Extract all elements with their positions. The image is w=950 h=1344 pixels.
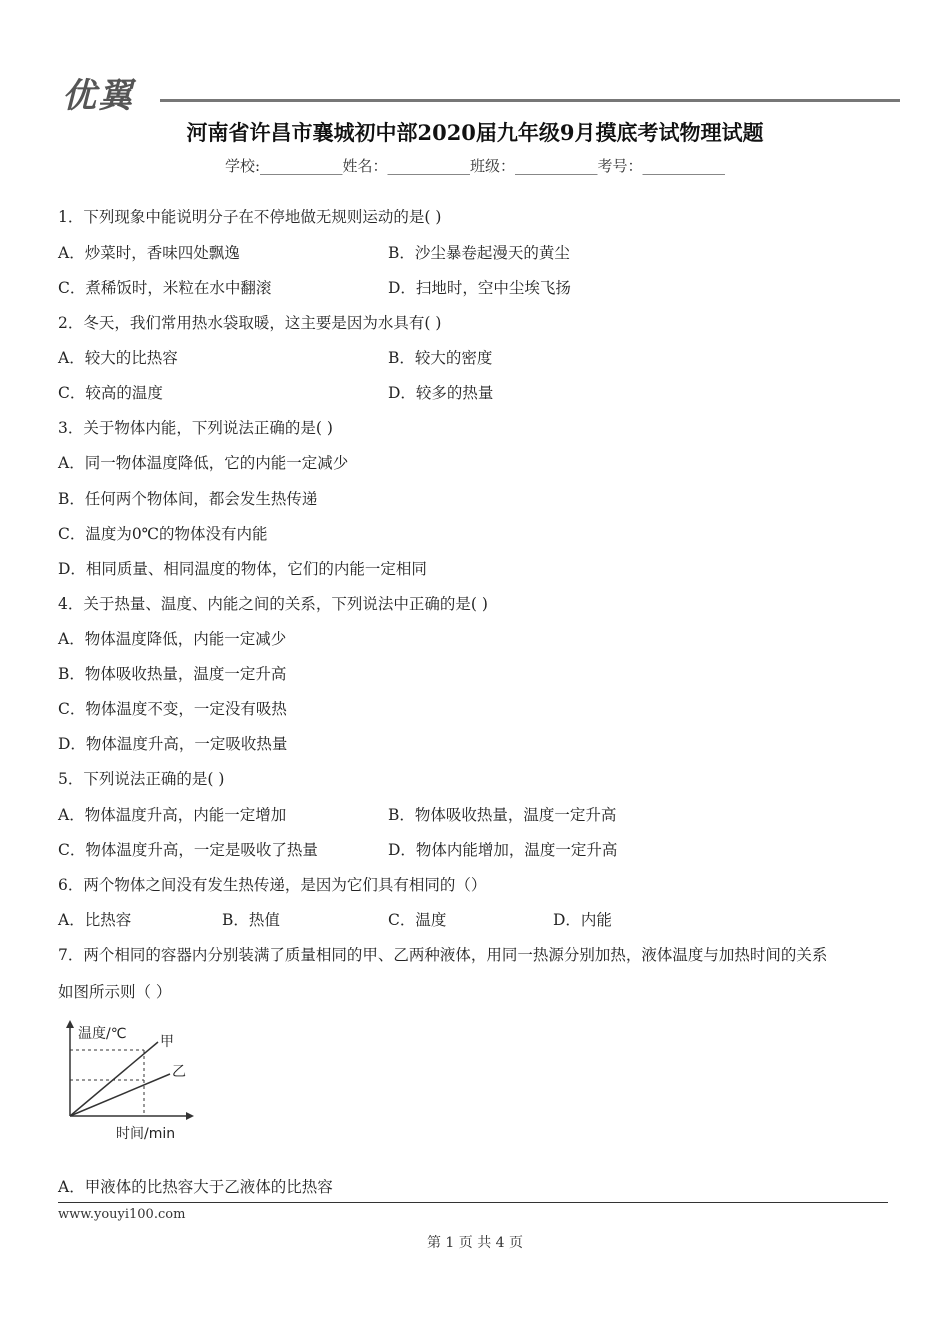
q5-option-a: A．物体温度升高，内能一定增加 [58,806,287,824]
q5-option-d: D．物体内能增加，温度一定升高 [388,841,618,859]
q6-option-c: C．温度 [388,911,447,929]
q3-option-a: A．同一物体温度降低，它的内能一定减少 [58,454,349,472]
q3-stem: 3．关于物体内能，下列说法正确的是( ) [58,419,333,437]
logo: 优翼 [62,76,134,116]
q3-option-b: B．任何两个物体间，都会发生热传递 [58,490,318,508]
q2-option-a: A．较大的比热容 [58,349,178,367]
q5-option-c: C．物体温度升高，一定是吸收了热量 [58,841,318,859]
x-axis-label: 时间/min [116,1126,176,1142]
q2-stem: 2．冬天，我们常用热水袋取暖，这主要是因为水具有( ) [58,314,442,332]
y-axis-label: 温度/℃ [78,1026,127,1042]
q4-option-b: B．物体吸收热量，温度一定升高 [58,665,287,683]
q5-stem: 5．下列说法正确的是( ) [58,770,225,788]
temperature-time-graph [58,1016,198,1146]
series-a-label: 甲 [160,1034,174,1050]
page-number: 第 1 页 共 4 页 [426,1235,524,1251]
x-axis-arrow [186,1112,194,1120]
student-info-line: 学校:___________姓名：___________班级：___________考号：___________ [224,157,726,175]
q4-option-a: A．物体温度降低，内能一定减少 [58,630,287,648]
q7-option-a: A．甲液体的比热容大于乙液体的比热容 [58,1178,333,1196]
q4-option-c: C．物体温度不变，一定没有吸热 [58,700,287,718]
q1-option-d: D．扫地时，空中尘埃飞扬 [388,279,571,297]
y-axis-arrow [66,1020,74,1028]
series-a-line [70,1042,158,1116]
q3-option-d: D．相同质量、相同温度的物体，它们的内能一定相同 [58,560,427,578]
q1-option-c: C．煮稀饭时，米粒在水中翻滚 [58,279,272,297]
q7-stem-line-1: 7．两个相同的容器内分别装满了质量相同的甲、乙两种液体，用同一热源分别加热，液体温度与加热时间的关系 [58,946,828,964]
footer-url: www.youyi100.com [58,1207,186,1222]
q3-option-c: C．温度为0℃的物体没有内能 [58,525,268,543]
q1-option-a: A．炒菜时，香味四处飘逸 [58,244,240,262]
q7-stem-line-2: 如图所示则（ ） [58,983,172,1001]
series-b-label: 乙 [172,1064,186,1080]
q6-option-d: D．内能 [553,911,612,929]
q5-option-b: B．物体吸收热量，温度一定升高 [388,806,617,824]
q6-option-b: B．热值 [222,911,280,929]
q4-stem: 4．关于热量、温度、内能之间的关系，下列说法中正确的是( ) [58,595,488,613]
footer-divider [58,1202,888,1203]
page-title: 河南省许昌市襄城初中部2020届九年级9月摸底考试物理试题 [186,120,764,145]
q6-stem: 6．两个物体之间没有发生热传递，是因为它们具有相同的（） [58,876,487,894]
q1-option-b: B．沙尘暴卷起漫天的黄尘 [388,244,570,262]
q2-option-c: C．较高的温度 [58,384,163,402]
q4-option-d: D．物体温度升高，一定吸收热量 [58,735,288,753]
q2-option-b: B．较大的密度 [388,349,493,367]
q2-option-d: D．较多的热量 [388,384,494,402]
logo-divider [160,99,900,102]
q1-stem: 1．下列现象中能说明分子在不停地做无规则运动的是( ) [58,208,442,226]
q6-option-a: A．比热容 [58,911,132,929]
